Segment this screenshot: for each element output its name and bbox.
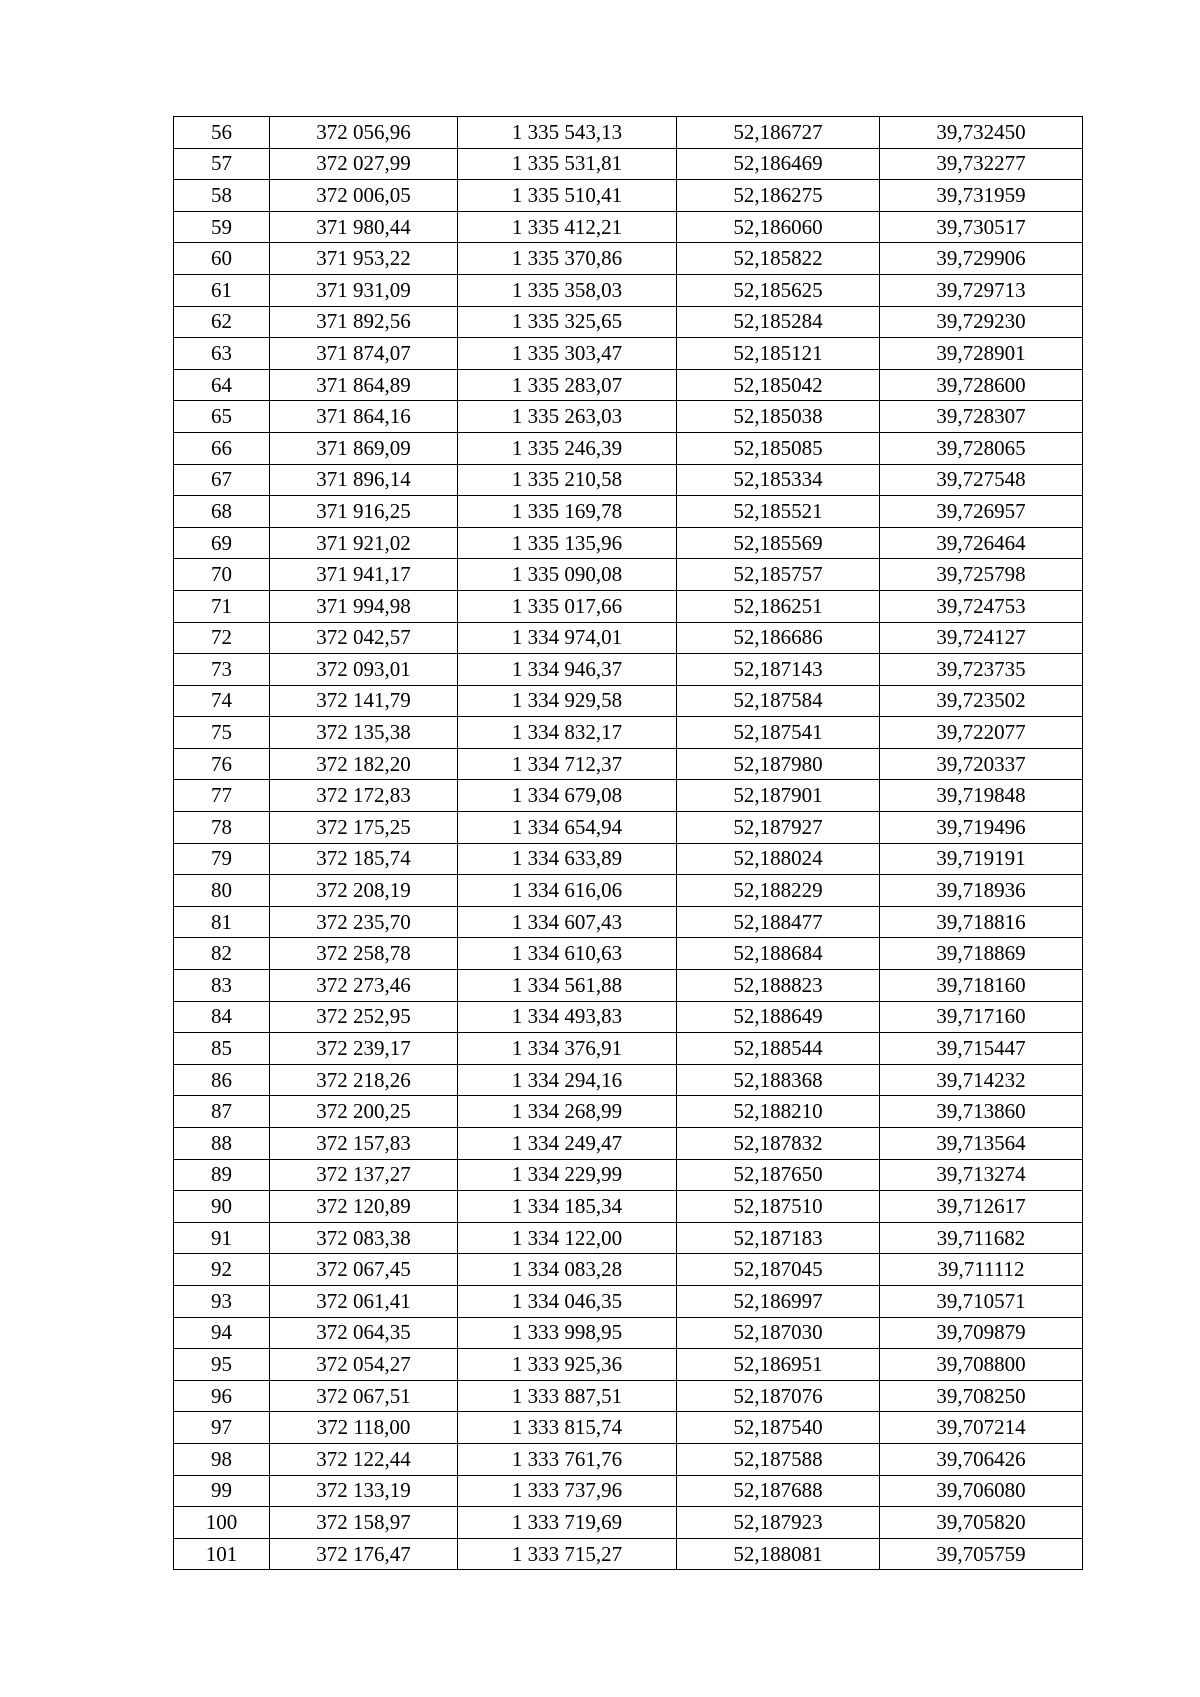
x-coordinate-cell: 372 006,05 [270, 180, 458, 212]
table-row [174, 496, 1083, 528]
latitude-cell: 52,187980 [677, 748, 880, 780]
x-coordinate-cell: 372 056,96 [270, 117, 458, 149]
table-row [174, 906, 1083, 938]
y-coordinate-cell: 1 333 715,27 [458, 1538, 677, 1570]
x-coordinate-cell: 372 064,35 [270, 1317, 458, 1349]
table-row [174, 938, 1083, 970]
table-row [174, 1349, 1083, 1381]
longitude-cell: 39,705820 [880, 1507, 1083, 1539]
latitude-cell: 52,187584 [677, 685, 880, 717]
point-number-cell: 76 [174, 748, 270, 780]
y-coordinate-cell: 1 333 925,36 [458, 1349, 677, 1381]
point-number-cell: 81 [174, 906, 270, 938]
y-coordinate-cell: 1 334 376,91 [458, 1033, 677, 1065]
table-row [174, 748, 1083, 780]
y-coordinate-cell: 1 334 294,16 [458, 1064, 677, 1096]
longitude-cell: 39,731959 [880, 180, 1083, 212]
table-row [174, 590, 1083, 622]
point-number-cell: 66 [174, 432, 270, 464]
point-number-cell: 91 [174, 1222, 270, 1254]
y-coordinate-cell: 1 333 737,96 [458, 1475, 677, 1507]
y-coordinate-cell: 1 335 370,86 [458, 243, 677, 275]
y-coordinate-cell: 1 335 412,21 [458, 211, 677, 243]
latitude-cell: 52,187927 [677, 812, 880, 844]
longitude-cell: 39,706080 [880, 1475, 1083, 1507]
x-coordinate-cell: 371 941,17 [270, 559, 458, 591]
point-number-cell: 67 [174, 464, 270, 496]
latitude-cell: 52,185121 [677, 338, 880, 370]
longitude-cell: 39,718936 [880, 875, 1083, 907]
x-coordinate-cell: 371 980,44 [270, 211, 458, 243]
point-number-cell: 87 [174, 1096, 270, 1128]
x-coordinate-cell: 372 093,01 [270, 654, 458, 686]
longitude-cell: 39,718869 [880, 938, 1083, 970]
point-number-cell: 99 [174, 1475, 270, 1507]
table-row [174, 1096, 1083, 1128]
latitude-cell: 52,187588 [677, 1443, 880, 1475]
table-row [174, 148, 1083, 180]
table-row [174, 180, 1083, 212]
point-number-cell: 82 [174, 938, 270, 970]
point-number-cell: 80 [174, 875, 270, 907]
point-number-cell: 79 [174, 843, 270, 875]
longitude-cell: 39,729230 [880, 306, 1083, 338]
table-row [174, 970, 1083, 1002]
table-row [174, 1285, 1083, 1317]
x-coordinate-cell: 371 953,22 [270, 243, 458, 275]
y-coordinate-cell: 1 334 083,28 [458, 1254, 677, 1286]
latitude-cell: 52,186727 [677, 117, 880, 149]
y-coordinate-cell: 1 334 561,88 [458, 970, 677, 1002]
longitude-cell: 39,719191 [880, 843, 1083, 875]
y-coordinate-cell: 1 334 832,17 [458, 717, 677, 749]
y-coordinate-cell: 1 334 268,99 [458, 1096, 677, 1128]
point-number-cell: 61 [174, 274, 270, 306]
longitude-cell: 39,727548 [880, 464, 1083, 496]
table-row [174, 338, 1083, 370]
table-row [174, 1412, 1083, 1444]
y-coordinate-cell: 1 335 543,13 [458, 117, 677, 149]
point-number-cell: 88 [174, 1128, 270, 1160]
table-row [174, 527, 1083, 559]
table-row [174, 274, 1083, 306]
point-number-cell: 63 [174, 338, 270, 370]
latitude-cell: 52,188823 [677, 970, 880, 1002]
latitude-cell: 52,185625 [677, 274, 880, 306]
y-coordinate-cell: 1 335 017,66 [458, 590, 677, 622]
point-number-cell: 78 [174, 812, 270, 844]
x-coordinate-cell: 372 175,25 [270, 812, 458, 844]
x-coordinate-cell: 372 235,70 [270, 906, 458, 938]
x-coordinate-cell: 372 083,38 [270, 1222, 458, 1254]
y-coordinate-cell: 1 334 607,43 [458, 906, 677, 938]
y-coordinate-cell: 1 334 712,37 [458, 748, 677, 780]
latitude-cell: 52,187045 [677, 1254, 880, 1286]
x-coordinate-cell: 372 118,00 [270, 1412, 458, 1444]
table-row [174, 1222, 1083, 1254]
latitude-cell: 52,187901 [677, 780, 880, 812]
x-coordinate-cell: 372 061,41 [270, 1285, 458, 1317]
point-number-cell: 60 [174, 243, 270, 275]
longitude-cell: 39,725798 [880, 559, 1083, 591]
y-coordinate-cell: 1 335 169,78 [458, 496, 677, 528]
latitude-cell: 52,188229 [677, 875, 880, 907]
table-row [174, 369, 1083, 401]
y-coordinate-cell: 1 335 531,81 [458, 148, 677, 180]
latitude-cell: 52,185822 [677, 243, 880, 275]
point-number-cell: 89 [174, 1159, 270, 1191]
y-coordinate-cell: 1 335 283,07 [458, 369, 677, 401]
longitude-cell: 39,709879 [880, 1317, 1083, 1349]
point-number-cell: 96 [174, 1380, 270, 1412]
y-coordinate-cell: 1 334 122,00 [458, 1222, 677, 1254]
table-row [174, 1380, 1083, 1412]
x-coordinate-cell: 372 208,19 [270, 875, 458, 907]
x-coordinate-cell: 372 133,19 [270, 1475, 458, 1507]
longitude-cell: 39,714232 [880, 1064, 1083, 1096]
x-coordinate-cell: 372 137,27 [270, 1159, 458, 1191]
table-row [174, 1191, 1083, 1223]
x-coordinate-cell: 371 864,16 [270, 401, 458, 433]
x-coordinate-cell: 371 864,89 [270, 369, 458, 401]
point-number-cell: 94 [174, 1317, 270, 1349]
y-coordinate-cell: 1 334 946,37 [458, 654, 677, 686]
table-row [174, 1159, 1083, 1191]
latitude-cell: 52,186686 [677, 622, 880, 654]
latitude-cell: 52,185334 [677, 464, 880, 496]
longitude-cell: 39,729713 [880, 274, 1083, 306]
y-coordinate-cell: 1 335 090,08 [458, 559, 677, 591]
point-number-cell: 62 [174, 306, 270, 338]
longitude-cell: 39,710571 [880, 1285, 1083, 1317]
table-row [174, 812, 1083, 844]
y-coordinate-cell: 1 335 210,58 [458, 464, 677, 496]
table-row [174, 211, 1083, 243]
longitude-cell: 39,728600 [880, 369, 1083, 401]
y-coordinate-cell: 1 334 633,89 [458, 843, 677, 875]
point-number-cell: 85 [174, 1033, 270, 1065]
table-row [174, 1128, 1083, 1160]
latitude-cell: 52,187076 [677, 1380, 880, 1412]
point-number-cell: 77 [174, 780, 270, 812]
x-coordinate-cell: 372 042,57 [270, 622, 458, 654]
coordinates-table-body [174, 117, 1083, 1570]
table-row [174, 654, 1083, 686]
point-number-cell: 93 [174, 1285, 270, 1317]
latitude-cell: 52,185042 [677, 369, 880, 401]
x-coordinate-cell: 372 141,79 [270, 685, 458, 717]
point-number-cell: 83 [174, 970, 270, 1002]
table-row [174, 685, 1083, 717]
table-row [174, 432, 1083, 464]
latitude-cell: 52,186997 [677, 1285, 880, 1317]
longitude-cell: 39,724753 [880, 590, 1083, 622]
latitude-cell: 52,186251 [677, 590, 880, 622]
longitude-cell: 39,718816 [880, 906, 1083, 938]
longitude-cell: 39,711112 [880, 1254, 1083, 1286]
table-row [174, 243, 1083, 275]
longitude-cell: 39,732450 [880, 117, 1083, 149]
x-coordinate-cell: 372 258,78 [270, 938, 458, 970]
table-row [174, 1538, 1083, 1570]
x-coordinate-cell: 371 869,09 [270, 432, 458, 464]
x-coordinate-cell: 372 182,20 [270, 748, 458, 780]
y-coordinate-cell: 1 334 493,83 [458, 1001, 677, 1033]
y-coordinate-cell: 1 335 510,41 [458, 180, 677, 212]
latitude-cell: 52,188477 [677, 906, 880, 938]
point-number-cell: 74 [174, 685, 270, 717]
x-coordinate-cell: 372 067,45 [270, 1254, 458, 1286]
point-number-cell: 58 [174, 180, 270, 212]
latitude-cell: 52,188368 [677, 1064, 880, 1096]
table-row [174, 117, 1083, 149]
longitude-cell: 39,708800 [880, 1349, 1083, 1381]
x-coordinate-cell: 372 120,89 [270, 1191, 458, 1223]
point-number-cell: 100 [174, 1507, 270, 1539]
latitude-cell: 52,187510 [677, 1191, 880, 1223]
y-coordinate-cell: 1 333 998,95 [458, 1317, 677, 1349]
y-coordinate-cell: 1 334 974,01 [458, 622, 677, 654]
latitude-cell: 52,187541 [677, 717, 880, 749]
longitude-cell: 39,726957 [880, 496, 1083, 528]
longitude-cell: 39,713860 [880, 1096, 1083, 1128]
x-coordinate-cell: 371 931,09 [270, 274, 458, 306]
table-row [174, 1475, 1083, 1507]
x-coordinate-cell: 372 135,38 [270, 717, 458, 749]
y-coordinate-cell: 1 335 135,96 [458, 527, 677, 559]
table-row [174, 780, 1083, 812]
longitude-cell: 39,713274 [880, 1159, 1083, 1191]
latitude-cell: 52,187540 [677, 1412, 880, 1444]
longitude-cell: 39,719496 [880, 812, 1083, 844]
latitude-cell: 52,185521 [677, 496, 880, 528]
point-number-cell: 101 [174, 1538, 270, 1570]
longitude-cell: 39,728901 [880, 338, 1083, 370]
y-coordinate-cell: 1 334 610,63 [458, 938, 677, 970]
table-row [174, 1064, 1083, 1096]
longitude-cell: 39,726464 [880, 527, 1083, 559]
point-number-cell: 64 [174, 369, 270, 401]
latitude-cell: 52,187183 [677, 1222, 880, 1254]
longitude-cell: 39,722077 [880, 717, 1083, 749]
y-coordinate-cell: 1 335 303,47 [458, 338, 677, 370]
table-row [174, 875, 1083, 907]
latitude-cell: 52,185757 [677, 559, 880, 591]
longitude-cell: 39,724127 [880, 622, 1083, 654]
y-coordinate-cell: 1 335 246,39 [458, 432, 677, 464]
longitude-cell: 39,705759 [880, 1538, 1083, 1570]
latitude-cell: 52,185284 [677, 306, 880, 338]
y-coordinate-cell: 1 335 263,03 [458, 401, 677, 433]
latitude-cell: 52,188210 [677, 1096, 880, 1128]
point-number-cell: 57 [174, 148, 270, 180]
y-coordinate-cell: 1 333 719,69 [458, 1507, 677, 1539]
point-number-cell: 90 [174, 1191, 270, 1223]
longitude-cell: 39,713564 [880, 1128, 1083, 1160]
longitude-cell: 39,729906 [880, 243, 1083, 275]
x-coordinate-cell: 371 892,56 [270, 306, 458, 338]
y-coordinate-cell: 1 334 249,47 [458, 1128, 677, 1160]
latitude-cell: 52,186275 [677, 180, 880, 212]
longitude-cell: 39,730517 [880, 211, 1083, 243]
x-coordinate-cell: 372 067,51 [270, 1380, 458, 1412]
point-number-cell: 73 [174, 654, 270, 686]
x-coordinate-cell: 371 896,14 [270, 464, 458, 496]
latitude-cell: 52,188684 [677, 938, 880, 970]
latitude-cell: 52,188544 [677, 1033, 880, 1065]
table-row [174, 843, 1083, 875]
latitude-cell: 52,187923 [677, 1507, 880, 1539]
longitude-cell: 39,720337 [880, 748, 1083, 780]
point-number-cell: 95 [174, 1349, 270, 1381]
point-number-cell: 72 [174, 622, 270, 654]
longitude-cell: 39,723502 [880, 685, 1083, 717]
y-coordinate-cell: 1 334 616,06 [458, 875, 677, 907]
point-number-cell: 98 [174, 1443, 270, 1475]
y-coordinate-cell: 1 334 679,08 [458, 780, 677, 812]
table-row [174, 1443, 1083, 1475]
point-number-cell: 84 [174, 1001, 270, 1033]
longitude-cell: 39,728307 [880, 401, 1083, 433]
latitude-cell: 52,186060 [677, 211, 880, 243]
point-number-cell: 68 [174, 496, 270, 528]
y-coordinate-cell: 1 334 654,94 [458, 812, 677, 844]
x-coordinate-cell: 372 158,97 [270, 1507, 458, 1539]
y-coordinate-cell: 1 334 046,35 [458, 1285, 677, 1317]
table-row [174, 717, 1083, 749]
longitude-cell: 39,707214 [880, 1412, 1083, 1444]
table-row [174, 1001, 1083, 1033]
point-number-cell: 71 [174, 590, 270, 622]
longitude-cell: 39,718160 [880, 970, 1083, 1002]
table-row [174, 622, 1083, 654]
x-coordinate-cell: 372 200,25 [270, 1096, 458, 1128]
table-row [174, 1033, 1083, 1065]
x-coordinate-cell: 372 157,83 [270, 1128, 458, 1160]
y-coordinate-cell: 1 334 229,99 [458, 1159, 677, 1191]
point-number-cell: 75 [174, 717, 270, 749]
longitude-cell: 39,706426 [880, 1443, 1083, 1475]
latitude-cell: 52,188649 [677, 1001, 880, 1033]
x-coordinate-cell: 372 273,46 [270, 970, 458, 1002]
latitude-cell: 52,188081 [677, 1538, 880, 1570]
coordinates-table [173, 116, 1083, 1570]
table-row [174, 306, 1083, 338]
x-coordinate-cell: 372 172,83 [270, 780, 458, 812]
latitude-cell: 52,188024 [677, 843, 880, 875]
y-coordinate-cell: 1 335 358,03 [458, 274, 677, 306]
longitude-cell: 39,711682 [880, 1222, 1083, 1254]
longitude-cell: 39,728065 [880, 432, 1083, 464]
y-coordinate-cell: 1 334 929,58 [458, 685, 677, 717]
longitude-cell: 39,719848 [880, 780, 1083, 812]
x-coordinate-cell: 371 874,07 [270, 338, 458, 370]
longitude-cell: 39,715447 [880, 1033, 1083, 1065]
y-coordinate-cell: 1 333 887,51 [458, 1380, 677, 1412]
table-row [174, 1507, 1083, 1539]
latitude-cell: 52,187030 [677, 1317, 880, 1349]
point-number-cell: 70 [174, 559, 270, 591]
y-coordinate-cell: 1 334 185,34 [458, 1191, 677, 1223]
point-number-cell: 97 [174, 1412, 270, 1444]
latitude-cell: 52,185038 [677, 401, 880, 433]
table-row [174, 1254, 1083, 1286]
longitude-cell: 39,723735 [880, 654, 1083, 686]
x-coordinate-cell: 372 185,74 [270, 843, 458, 875]
x-coordinate-cell: 371 921,02 [270, 527, 458, 559]
table-row [174, 464, 1083, 496]
latitude-cell: 52,187650 [677, 1159, 880, 1191]
point-number-cell: 86 [174, 1064, 270, 1096]
point-number-cell: 65 [174, 401, 270, 433]
table-row [174, 401, 1083, 433]
latitude-cell: 52,187143 [677, 654, 880, 686]
latitude-cell: 52,187832 [677, 1128, 880, 1160]
x-coordinate-cell: 371 994,98 [270, 590, 458, 622]
longitude-cell: 39,732277 [880, 148, 1083, 180]
latitude-cell: 52,186951 [677, 1349, 880, 1381]
point-number-cell: 56 [174, 117, 270, 149]
longitude-cell: 39,708250 [880, 1380, 1083, 1412]
point-number-cell: 92 [174, 1254, 270, 1286]
longitude-cell: 39,712617 [880, 1191, 1083, 1223]
table-row [174, 559, 1083, 591]
point-number-cell: 69 [174, 527, 270, 559]
latitude-cell: 52,185569 [677, 527, 880, 559]
y-coordinate-cell: 1 333 815,74 [458, 1412, 677, 1444]
latitude-cell: 52,186469 [677, 148, 880, 180]
table-row [174, 1317, 1083, 1349]
x-coordinate-cell: 372 239,17 [270, 1033, 458, 1065]
x-coordinate-cell: 372 027,99 [270, 148, 458, 180]
longitude-cell: 39,717160 [880, 1001, 1083, 1033]
x-coordinate-cell: 372 176,47 [270, 1538, 458, 1570]
point-number-cell: 59 [174, 211, 270, 243]
latitude-cell: 52,187688 [677, 1475, 880, 1507]
x-coordinate-cell: 372 252,95 [270, 1001, 458, 1033]
y-coordinate-cell: 1 335 325,65 [458, 306, 677, 338]
x-coordinate-cell: 371 916,25 [270, 496, 458, 528]
x-coordinate-cell: 372 122,44 [270, 1443, 458, 1475]
x-coordinate-cell: 372 054,27 [270, 1349, 458, 1381]
y-coordinate-cell: 1 333 761,76 [458, 1443, 677, 1475]
x-coordinate-cell: 372 218,26 [270, 1064, 458, 1096]
latitude-cell: 52,185085 [677, 432, 880, 464]
